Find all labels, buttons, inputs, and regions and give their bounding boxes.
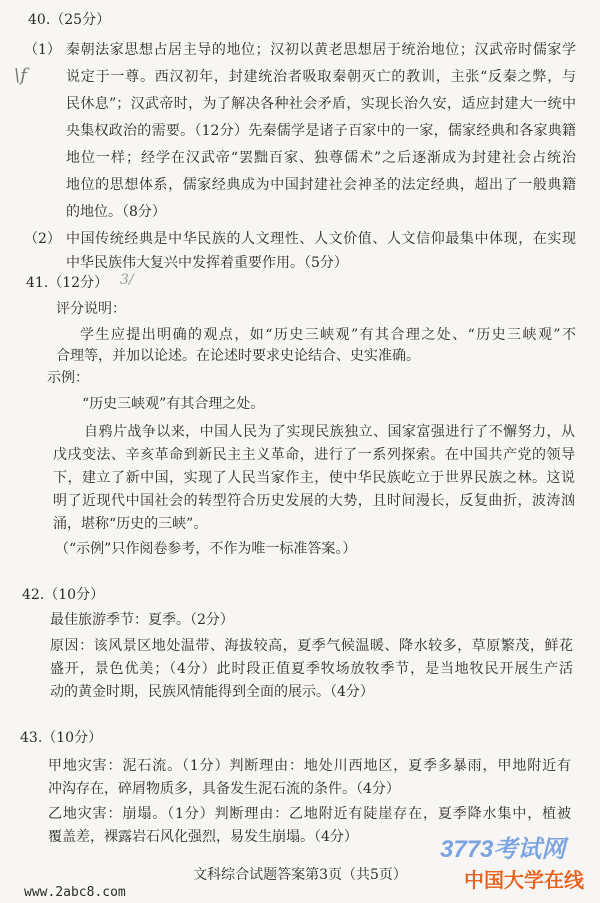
q43-line: 乙地灾害：崩塌。（1分）判断理由：乙地附近有陡崖存在，夏季降水集中，植被 xyxy=(48,806,571,822)
q40-header: 40.（25分） xyxy=(28,12,111,28)
q41-example-line: 明了近现代中国社会的转型符合历史发展的大势，且时间漫长，反复曲折，波涛汹 xyxy=(53,493,575,509)
q43-line: 冲沟存在，碎屑物质多，具备发生泥石流的条件。（4分） xyxy=(48,781,400,797)
q40-p2-line: 中华民族伟大复兴中发挥着重要作用。（5分） xyxy=(66,255,348,271)
q43-line: 覆盖差，裸露岩石风化强烈，易发生崩塌。（4分） xyxy=(48,829,358,845)
handwritten-mark: 3/ xyxy=(120,272,134,288)
q43-header: 43.（10分） xyxy=(20,730,103,746)
q42-line: 最佳旅游季节：夏季。（2分） xyxy=(50,612,234,628)
q40-p1-line: 民休息”；汉武帝时，为了解决各种社会矛盾，实现长治久安，适应封建大一统中 xyxy=(66,96,576,112)
q42-line: 原因：该风景区地处温带、海拔较高，夏季气候温暖、降水较多，草原繁茂，鲜花 xyxy=(50,638,573,654)
logo-watermark xyxy=(440,836,598,900)
q42-line: 动的黄金时期，民族风情能得到全面的展示。（4分） xyxy=(50,684,374,700)
q40-p1-line: 地位的思想体系，儒家经典成为中国封建社会神圣的法定经典，超出了一般典籍 xyxy=(66,177,576,193)
q40-p1-line: 秦朝法家思想占居主导的地位；汉初以黄老思想居于统治地位；汉武帝时儒家学 xyxy=(66,42,576,58)
q41-example-line: 自鸦片战争以来，中国人民为了实现民族独立、国家富强进行了不懈努力，从 xyxy=(84,424,575,440)
q41-note: （“示例”只作阅卷参考，不作为唯一标准答案。） xyxy=(55,541,357,557)
logo-text: 中国大学在线 xyxy=(464,868,584,892)
site-watermark: www.2abc8.com xyxy=(24,885,126,900)
q41-example-line: 涌，堪称“历史的三峡”。 xyxy=(53,516,208,532)
q40-part1-label: （1） xyxy=(24,42,61,58)
q41-header: 41.（12分） xyxy=(26,275,109,291)
handwritten-mark: \f xyxy=(14,65,27,86)
q41-scoring-title: 评分说明： xyxy=(56,301,126,317)
page-footer: 文科综合试题答案第3页（共5页） xyxy=(193,867,407,883)
q40-p2-line: 中国传统经典是中华民族的人文理性、人文价值、人文信仰最集中体现，在实现 xyxy=(66,231,576,247)
q40-p1-line: 央集权政治的需要。（12分）先秦儒学是诸子百家中的一家，儒家经典和各家典籍 xyxy=(66,123,576,139)
q41-scoring-line: 学生应提出明确的观点，如“历史三峡观”有其合理之处、“历史三峡观”不 xyxy=(80,327,576,343)
q41-scoring-line: 合理等，并加以论述。在论述时要求史论结合、史实准确。 xyxy=(56,348,420,364)
logo-number: 3773考试网 xyxy=(440,836,566,863)
q41-example-thesis: “历史三峡观”有其合理之处。 xyxy=(82,396,265,412)
q40-p1-line: 说定于一尊。西汉初年，封建统治者吸取秦朝灭亡的教训，主张“反秦之弊，与 xyxy=(66,69,576,85)
q40-p1-line: 的地位。（8分） xyxy=(66,204,166,220)
q41-example-line: 戊戌变法、辛亥革命到新民主主义革命，进行了一系列探索。在中国共产党的领导 xyxy=(53,447,575,463)
q40-p1-line: 地位一样；经学在汉武帝“罢黜百家、独尊儒术”之后逐渐成为封建社会占统治 xyxy=(66,150,576,166)
q42-line: 盛开，景色优美；（4分）此时段正值夏季牧场放牧季节，是当地牧民开展生产活 xyxy=(50,661,573,677)
q41-example-line: 下，建立了新中国，实现了人民当家作主，使中华民族屹立于世界民族之林。这说 xyxy=(53,470,575,486)
q43-line: 甲地灾害：泥石流。（1分）判断理由：地处川西地区，夏季多暴雨，甲地附近有 xyxy=(48,758,571,774)
q41-example-title: 示例： xyxy=(47,370,89,386)
q40-part2-label: （2） xyxy=(24,231,61,247)
q42-header: 42.（10分） xyxy=(22,587,105,603)
